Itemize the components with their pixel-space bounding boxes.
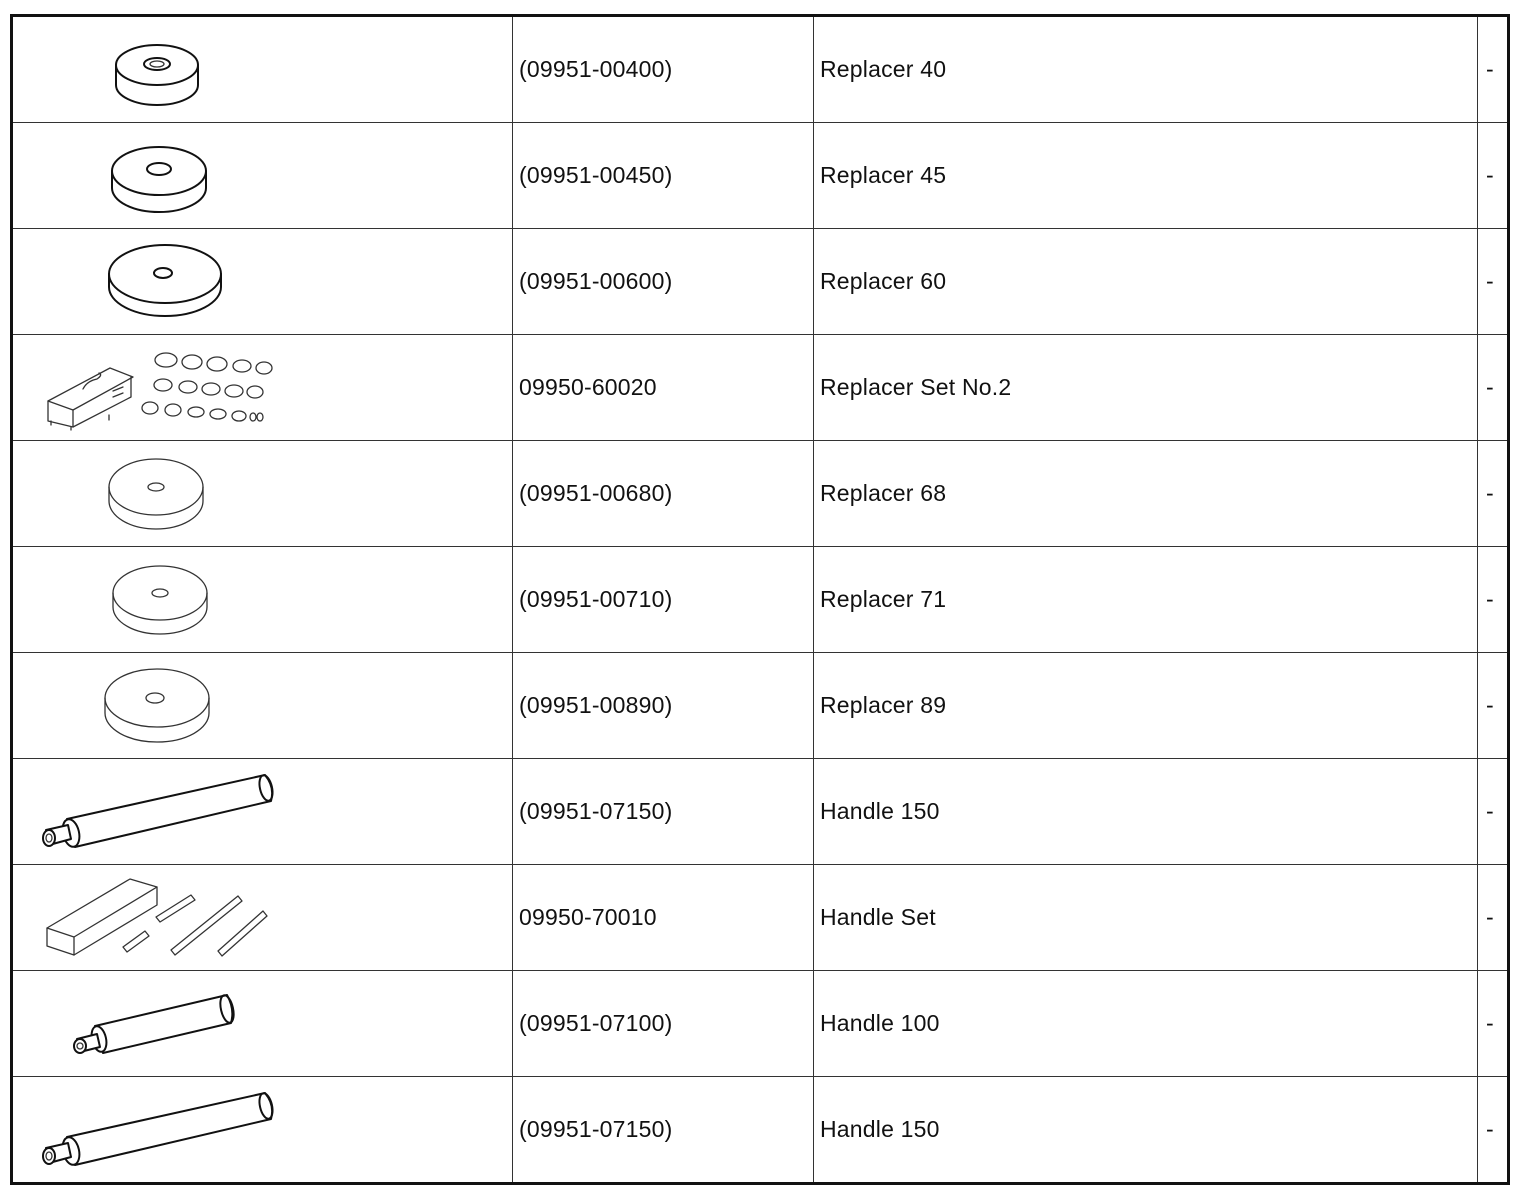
quantity: - bbox=[1478, 1077, 1509, 1184]
tool-name: Replacer 45 bbox=[814, 123, 1478, 229]
tool-illustration-cell bbox=[12, 547, 513, 653]
tool-illustration-cell bbox=[12, 1077, 513, 1184]
tool-name: Replacer 40 bbox=[814, 16, 1478, 123]
tool-illustration-cell bbox=[12, 335, 513, 441]
table-row bbox=[12, 1077, 1509, 1184]
part-number: (09951-07150) bbox=[513, 759, 814, 865]
tool-illustration-cell bbox=[12, 971, 513, 1077]
table-row bbox=[12, 971, 1509, 1077]
tool-illustration-cell bbox=[12, 16, 513, 123]
quantity: - bbox=[1478, 229, 1509, 335]
quantity: - bbox=[1478, 547, 1509, 653]
table-row bbox=[12, 229, 1509, 335]
part-number: (09951-07150) bbox=[513, 1077, 814, 1184]
replacer-disc-icon bbox=[13, 547, 514, 652]
quantity: - bbox=[1478, 441, 1509, 547]
table-row bbox=[12, 335, 1509, 441]
handle-bar-icon bbox=[13, 971, 514, 1076]
tool-illustration-cell bbox=[12, 759, 513, 865]
replacer-disc-icon bbox=[13, 653, 514, 758]
handle-set-icon bbox=[13, 865, 514, 970]
tool-illustration-cell bbox=[12, 229, 513, 335]
part-number: 09950-60020 bbox=[513, 335, 814, 441]
replacer-disc-icon bbox=[13, 17, 514, 122]
handle-bar-icon bbox=[13, 759, 514, 864]
special-tools-table bbox=[10, 14, 1510, 1185]
tool-name: Handle Set bbox=[814, 865, 1478, 971]
tool-name: Replacer 89 bbox=[814, 653, 1478, 759]
table-row bbox=[12, 16, 1509, 123]
table-row bbox=[12, 865, 1509, 971]
quantity: - bbox=[1478, 16, 1509, 123]
replacer-disc-icon bbox=[13, 123, 514, 228]
replacer-disc-icon bbox=[13, 441, 514, 546]
part-number: (09951-00400) bbox=[513, 16, 814, 123]
tool-name: Replacer 68 bbox=[814, 441, 1478, 547]
quantity: - bbox=[1478, 335, 1509, 441]
table-row bbox=[12, 653, 1509, 759]
replacer-set-icon bbox=[13, 335, 514, 440]
tool-illustration-cell bbox=[12, 865, 513, 971]
part-number: 09950-70010 bbox=[513, 865, 814, 971]
part-number: (09951-00600) bbox=[513, 229, 814, 335]
replacer-disc-icon bbox=[13, 229, 514, 334]
quantity: - bbox=[1478, 971, 1509, 1077]
table-row bbox=[12, 123, 1509, 229]
tool-name: Replacer 71 bbox=[814, 547, 1478, 653]
tool-name: Handle 150 bbox=[814, 759, 1478, 865]
handle-bar-icon bbox=[13, 1077, 514, 1182]
part-number: (09951-00680) bbox=[513, 441, 814, 547]
tool-illustration-cell bbox=[12, 441, 513, 547]
quantity: - bbox=[1478, 653, 1509, 759]
quantity: - bbox=[1478, 123, 1509, 229]
tool-name: Handle 150 bbox=[814, 1077, 1478, 1184]
table-row bbox=[12, 759, 1509, 865]
tool-name: Replacer 60 bbox=[814, 229, 1478, 335]
part-number: (09951-00710) bbox=[513, 547, 814, 653]
tool-illustration-cell bbox=[12, 653, 513, 759]
quantity: - bbox=[1478, 865, 1509, 971]
tool-name: Replacer Set No.2 bbox=[814, 335, 1478, 441]
quantity: - bbox=[1478, 759, 1509, 865]
tool-illustration-cell bbox=[12, 123, 513, 229]
table-row bbox=[12, 441, 1509, 547]
tool-name: Handle 100 bbox=[814, 971, 1478, 1077]
table-row bbox=[12, 547, 1509, 653]
part-number: (09951-00450) bbox=[513, 123, 814, 229]
part-number: (09951-00890) bbox=[513, 653, 814, 759]
part-number: (09951-07100) bbox=[513, 971, 814, 1077]
